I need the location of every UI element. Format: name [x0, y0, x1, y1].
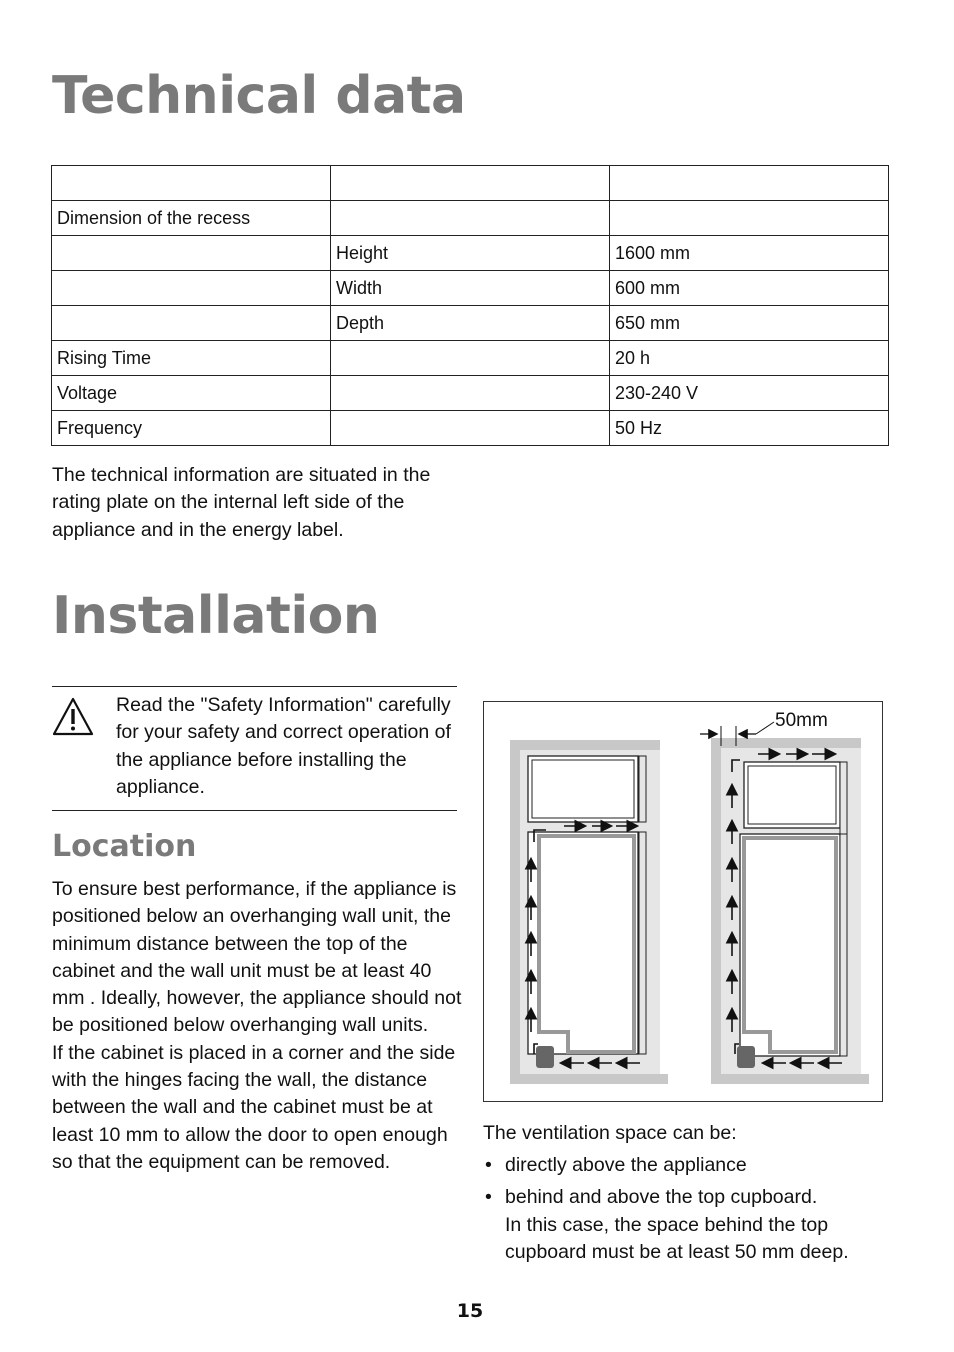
table-row	[52, 411, 889, 446]
table-cell	[610, 201, 889, 236]
technical-note: The technical information are situated in the rating plate on the internal left side of the appliance and in the energy label.	[52, 464, 431, 541]
ventilation-diagram	[484, 702, 882, 1101]
table-cell	[331, 166, 610, 201]
location-paragraph: To ensure best performance, if the appliance is positioned below an overhanging wall unit, the minimum distance between the top of the cabinet and the wall unit must be at least 40 mm . Ideally, however, the appliance should not be positioned below overhanging wall units.	[52, 878, 462, 1037]
table-cell	[52, 166, 331, 201]
table-cell: Width	[331, 271, 610, 306]
ventilation-figure	[483, 701, 883, 1102]
diagram-right	[700, 722, 869, 1084]
list-item: • directly above the appliance	[485, 1154, 747, 1176]
warning-triangle-icon	[52, 697, 94, 737]
table-row	[52, 271, 889, 306]
table-cell: Frequency	[52, 411, 331, 446]
table-cell: Depth	[331, 306, 610, 341]
table-cell	[52, 271, 331, 306]
ventilation-intro: The ventilation space can be:	[483, 1122, 737, 1144]
installation-title: Installation	[52, 586, 380, 646]
safety-warning-box	[52, 686, 457, 811]
table-cell: 650 mm	[610, 306, 889, 341]
table-cell: Rising Time	[52, 341, 331, 376]
table-row	[52, 341, 889, 376]
table-cell	[331, 411, 610, 446]
location-heading: Location	[52, 829, 197, 864]
warning-text: Read the "Safety Information" carefully for your safety and correct operation of the appliance before installing the appliance.	[116, 694, 451, 798]
table-cell: 1600 mm	[610, 236, 889, 271]
table-row	[52, 166, 889, 201]
diagram-left	[510, 740, 668, 1084]
technical-data-title: Technical data	[52, 66, 466, 126]
table-row	[52, 376, 889, 411]
page-number: 15	[456, 1300, 484, 1322]
table-cell	[331, 201, 610, 236]
list-item: • behind and above the top cupboard. In this case, the space behind the top cupboard must be at least 50 mm deep.	[485, 1186, 849, 1263]
list-item-text: directly above the appliance	[505, 1154, 747, 1176]
list-item-text: behind and above the top cupboard. In this case, the space behind the top cupboard must be at least 50 mm deep.	[505, 1186, 849, 1263]
table-cell: 230-240 V	[610, 376, 889, 411]
spec-table	[51, 165, 889, 446]
table-cell: Dimension of the recess	[52, 201, 331, 236]
table-cell	[331, 341, 610, 376]
location-text	[52, 876, 462, 1176]
table-cell	[52, 306, 331, 341]
table-cell: 50 Hz	[610, 411, 889, 446]
table-row	[52, 306, 889, 341]
table-row	[52, 236, 889, 271]
table-cell	[52, 236, 331, 271]
table-cell: Height	[331, 236, 610, 271]
table-cell	[610, 166, 889, 201]
table-cell: Voltage	[52, 376, 331, 411]
ventilation-options-list	[483, 1152, 903, 1271]
location-paragraph: If the cabinet is placed in a corner and the side with the hinges facing the wall, the distance between the wall and the cabinet must be at least 10 mm to allow the door to open enough so that the equipment can be removed.	[52, 1041, 456, 1173]
table-cell: 20 h	[610, 341, 889, 376]
table-cell: 600 mm	[610, 271, 889, 306]
table-row	[52, 201, 889, 236]
table-cell	[331, 376, 610, 411]
gap-dimension-label: 50mm	[775, 710, 828, 731]
